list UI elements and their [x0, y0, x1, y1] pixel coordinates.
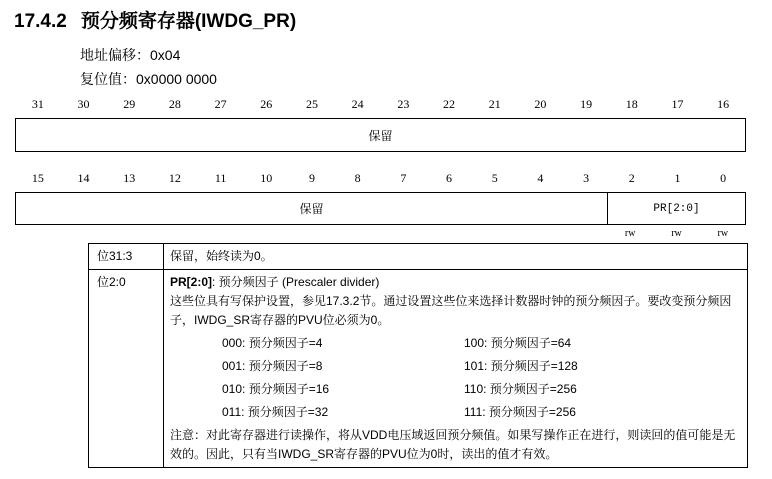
bit-number: 1: [674, 171, 681, 185]
bit-description: 保留，始终读为0。: [164, 244, 748, 270]
section-title: [14, 6, 296, 33]
bit-number: 10: [260, 171, 273, 185]
bit-number: 14: [77, 171, 90, 185]
bit-number: 8: [354, 171, 361, 185]
bit-numbers-high: [15, 97, 746, 112]
address-offset: 地址偏移：0x04: [80, 47, 181, 63]
table-row: [89, 244, 748, 270]
bit-number: 9: [308, 171, 315, 185]
field-title: : 预分频因子 (Prescaler divider): [212, 275, 380, 289]
bit-number: 13: [123, 171, 136, 185]
bit-number: 24: [351, 97, 364, 111]
reserved-field: 保留: [368, 128, 393, 143]
bit-description-table: [88, 243, 748, 468]
register-title: 预分频寄存器(IWDG_PR): [80, 11, 297, 32]
bit-number: 21: [488, 97, 501, 111]
bit-number: 2: [628, 171, 635, 185]
bit-range: 位2:0: [89, 270, 164, 468]
register-high-half: [15, 118, 746, 152]
bit-number: 0: [720, 171, 727, 185]
prescaler-value: 011: 预分频因子=32: [222, 405, 329, 419]
bit-number: 7: [400, 171, 407, 185]
bit-number: 25: [305, 97, 318, 111]
prescaler-value: 100: 预分频因子=64: [464, 336, 572, 350]
field-heading: [170, 273, 741, 292]
prescaler-values: [222, 332, 741, 424]
access-types: [607, 228, 746, 239]
pr-field: PR[2:0]: [653, 202, 700, 215]
bit-number: 27: [214, 97, 227, 111]
prescaler-value: 000: 预分频因子=4: [222, 336, 323, 350]
bit-numbers-low: [15, 171, 746, 186]
bit-number: 23: [397, 97, 410, 111]
register-low-half: [15, 192, 746, 225]
prescaler-value: 101: 预分频因子=128: [464, 359, 578, 373]
table-row: [89, 270, 748, 468]
bit-number: 15: [31, 171, 44, 185]
bit-number: 26: [260, 97, 273, 111]
bit-number: 17: [671, 97, 684, 111]
prescaler-value: 110: 预分频因子=256: [464, 382, 577, 396]
bit-number: 16: [717, 97, 730, 111]
bit-number: 19: [580, 97, 593, 111]
bit-description: [164, 270, 748, 468]
bit-number: 29: [123, 97, 136, 111]
reserved-field: 保留: [16, 193, 608, 224]
bit-number: 22: [443, 97, 456, 111]
section-number: 17.4.2: [14, 11, 67, 32]
prescaler-value: 111: 预分频因子=256: [464, 405, 576, 419]
prescaler-value: 010: 预分频因子=16: [222, 382, 330, 396]
bit-number: 12: [168, 171, 181, 185]
bit-number: 18: [625, 97, 638, 111]
reset-value: 复位值：0x0000 0000: [80, 71, 217, 87]
note-paragraph: 注意：对此寄存器进行读操作，将从VDD电压域返回预分频值。如果写操作正在进行，则读回的值可能是无效的。因此，只有当IWDG_SR寄存器的PVU位为0时，读出的值才有效。: [170, 428, 736, 461]
access-type: rw: [717, 228, 729, 239]
bit-number: 20: [534, 97, 547, 111]
bit-number: 5: [491, 171, 498, 185]
bit-number: 3: [583, 171, 590, 185]
bit-range: 位31:3: [89, 244, 164, 270]
access-type: rw: [624, 228, 636, 239]
access-type: rw: [671, 228, 682, 239]
prescaler-value: 001: 预分频因子=8: [222, 359, 323, 373]
field-name: PR[2:0]: [170, 275, 213, 289]
bit-number: 4: [537, 171, 544, 185]
bit-number: 11: [214, 171, 227, 185]
field-paragraph: 这些位具有写保护设置，参见17.3.2节。通过设置这些位来选择计数器时钟的预分频因子。要改变预分频因子，IWDG_SR寄存器的PVU位必须为0。: [170, 294, 732, 327]
bit-number: 6: [446, 171, 453, 185]
bit-number: 28: [168, 97, 181, 111]
bit-number: 30: [77, 97, 90, 111]
bit-number: 31: [31, 97, 44, 111]
